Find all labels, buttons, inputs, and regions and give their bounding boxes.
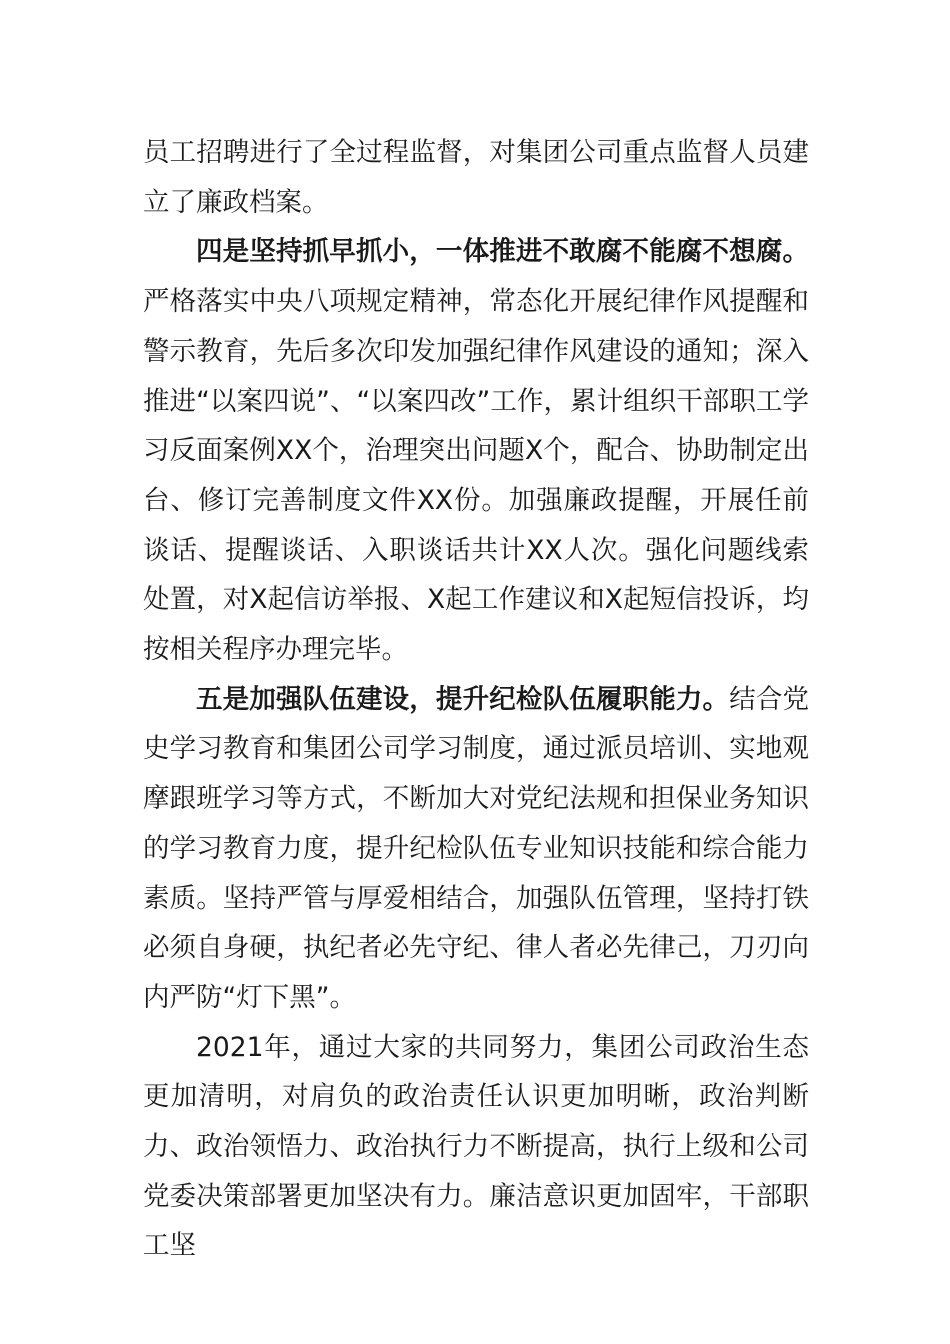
paragraph-text: 员工招聘进行了全过程监督，对集团公司重点监督人员建立了廉政档案。	[143, 137, 809, 218]
paragraph-text: 严格落实中央八项规定精神，常态化开展纪律作风提醒和警示教育，先后多次印发加强纪律作风建设的通知；深入推进“以案四说”、“以案四改”工作，累计组织干部职工学习反面案例XX个，治理突出问题X个，配合、协助制定出台、修订完善制度文件XX份。加强廉政提醒，开展任前谈话、提醒谈话、入职谈话共计XX人次。强化问题线索处置，对X起信访举报、X起工作建议和X起短信投诉，均按相关程序办理完毕。	[143, 286, 809, 666]
paragraph-heading: 五是加强队伍建设，提升纪检队伍履职能力。	[196, 683, 730, 715]
document-body	[143, 128, 809, 1271]
paragraph-text: 2021年，通过大家的共同努力，集团公司政治生态更加清明，对肩负的政治责任认识更加明晰，政治判断力、政治领悟力、政治执行力不断提高，执行上级和公司党委决策部署更加坚决有力。廉洁意识更加固牢，干部职工坚	[143, 1031, 809, 1262]
paragraph-continuation	[143, 128, 809, 227]
paragraph-heading: 四是坚持抓早抓小，一体推进不敢腐不能腐不想腐。	[196, 236, 809, 268]
paragraph-text: 结合党史学习教育和集团公司学习制度，通过派员培训、实地观摩跟班学习等方式，不断加大对党纪法规和担保业务知识的学习教育力度，提升纪检队伍专业知识技能和综合能力素质。坚持严管与厚爱相结合，加强队伍管理，坚持打铁必须自身硬，执纪者必先守纪、律人者必先律己，刀刃向内严防“灯下黑”。	[143, 683, 810, 1013]
paragraph-point-five	[143, 675, 809, 1023]
paragraph-summary-2021	[143, 1023, 809, 1272]
paragraph-point-four	[143, 227, 809, 674]
